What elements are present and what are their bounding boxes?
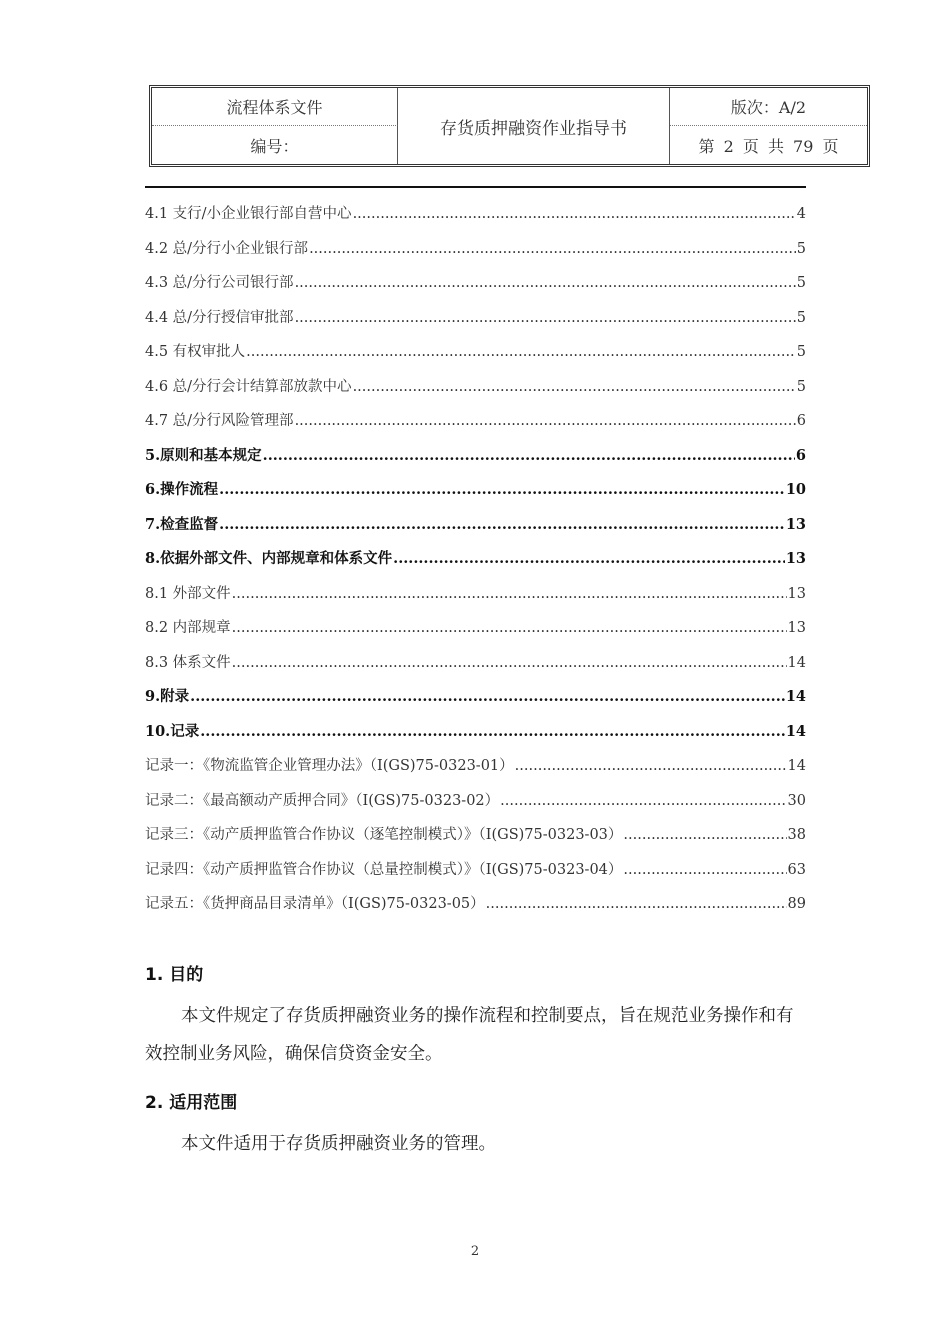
toc-entry[interactable] [145,749,806,784]
header-divider [145,186,806,188]
toc-entry-title: 8.1 外部文件 [145,585,231,602]
toc-entry[interactable] [145,542,806,577]
toc-entry-title: 记录二：《最高额动产质押合同》（I(GS)75-0323-02） [145,792,500,809]
toc-entry-page: 13 [787,620,806,636]
section-1-heading: 1. 目的 [145,965,204,985]
toc-leader-dots [219,508,785,543]
version-label: 版次：A/2 [670,88,867,126]
toc-entry[interactable] [145,508,806,543]
toc-entry[interactable] [145,404,806,439]
toc-entry-page: 63 [787,861,806,878]
toc-entry-page: 89 [787,896,806,912]
toc-entry-title: 8.依据外部文件、内部规章和体系文件 [145,550,393,567]
table-of-contents [145,197,806,922]
toc-entry-title: 4.6 总/分行会计结算部放款中心 [145,378,352,395]
toc-leader-dots [295,266,796,301]
toc-entry-title: 5.原则和基本规定 [145,446,262,464]
toc-entry-title: 7.检查监督 [145,515,219,533]
toc-entry-page: 14 [785,688,806,705]
toc-leader-dots [515,749,787,784]
toc-leader-dots [200,715,785,750]
toc-leader-dots [232,611,787,646]
toc-leader-dots [353,197,796,232]
toc-leader-dots [623,853,786,888]
page-number: 2 [470,1244,480,1259]
toc-leader-dots [295,301,796,336]
toc-entry-page: 13 [785,515,806,533]
section-2-body: 本文件适用于存货质押融资业务的管理。 [181,1134,496,1154]
system-label: 流程体系文件 [152,88,398,126]
section-1-body: 本文件规定了存货质押融资业务的操作流程和控制要点，旨在规范业务操作和有效控制业务风险，确保信贷资金安全。 [145,1006,794,1064]
toc-entry-title: 记录一：《物流监管企业管理办法》（I(GS)75-0323-01） [145,758,514,774]
toc-entry-page: 5 [796,378,806,395]
toc-entry-page: 30 [787,792,806,809]
toc-entry-title: 8.2 内部规章 [145,620,231,636]
toc-entry-title: 4.4 总/分行授信审批部 [145,309,294,326]
toc-entry-page: 5 [796,240,806,257]
toc-entry[interactable] [145,301,806,336]
toc-leader-dots [295,404,796,439]
toc-leader-dots [486,887,787,922]
toc-leader-dots [263,439,795,474]
document-header-table [149,85,870,167]
toc-entry-title: 4.2 总/分行小企业银行部 [145,240,309,257]
toc-entry-title: 8.3 体系文件 [145,654,231,671]
toc-entry-page: 13 [787,585,806,602]
toc-leader-dots [393,542,785,577]
toc-entry-page: 14 [785,722,806,740]
toc-entry-title: 4.1 支行/小企业银行部自营中心 [145,206,352,222]
toc-leader-dots [232,646,787,681]
toc-entry-title: 9.附录 [145,688,190,705]
toc-entry[interactable] [145,473,806,508]
toc-entry-page: 5 [796,309,806,326]
document-number-label: 编号： [152,126,398,164]
document-title: 存货质押融资作业指导书 [398,88,670,164]
toc-entry[interactable] [145,715,806,750]
toc-entry[interactable] [145,611,806,646]
toc-leader-dots [309,232,796,267]
toc-entry-page: 6 [796,413,806,429]
toc-entry[interactable] [145,577,806,612]
toc-entry[interactable] [145,646,806,681]
toc-entry[interactable] [145,680,806,715]
toc-entry-page: 6 [795,446,806,464]
toc-entry-title: 4.7 总/分行风险管理部 [145,413,294,429]
toc-entry-title: 4.3 总/分行公司银行部 [145,275,294,291]
toc-entry-page: 4 [796,206,806,222]
page-info: 第 2 页 共 79 页 [698,136,839,156]
toc-entry-page: 5 [796,344,806,360]
toc-leader-dots [219,473,785,508]
toc-entry-page: 14 [787,654,806,671]
toc-entry[interactable] [145,370,806,405]
toc-leader-dots [500,784,786,819]
toc-entry-page: 13 [785,550,806,567]
toc-entry[interactable] [145,818,806,853]
toc-entry[interactable] [145,887,806,922]
toc-entry-page: 14 [787,758,806,774]
toc-entry-title: 10.记录 [145,722,200,740]
toc-leader-dots [232,577,787,612]
toc-leader-dots [353,370,796,405]
toc-leader-dots [623,818,786,853]
toc-entry[interactable] [145,335,806,370]
toc-leader-dots [190,680,785,715]
toc-entry-title: 4.5 有权审批人 [145,344,246,360]
toc-entry[interactable] [145,266,806,301]
toc-entry-title: 6.操作流程 [145,481,219,498]
toc-leader-dots [246,335,796,370]
toc-entry-title: 记录三：《动产质押监管合作协议（逐笔控制模式）》（I(GS)75-0323-03） [145,827,623,843]
toc-entry[interactable] [145,439,806,474]
toc-entry[interactable] [145,232,806,267]
toc-entry[interactable] [145,853,806,888]
section-2-heading: 2. 适用范围 [145,1093,238,1113]
toc-entry-title: 记录四：《动产质押监管合作协议（总量控制模式）》（I(GS)75-0323-04） [145,861,623,878]
toc-entry-page: 38 [787,827,806,843]
toc-entry[interactable] [145,197,806,232]
toc-entry-title: 记录五：《货押商品目录清单》（I(GS)75-0323-05） [145,896,485,912]
toc-entry-page: 5 [796,275,806,291]
toc-entry-page: 10 [785,481,806,498]
toc-entry[interactable] [145,784,806,819]
